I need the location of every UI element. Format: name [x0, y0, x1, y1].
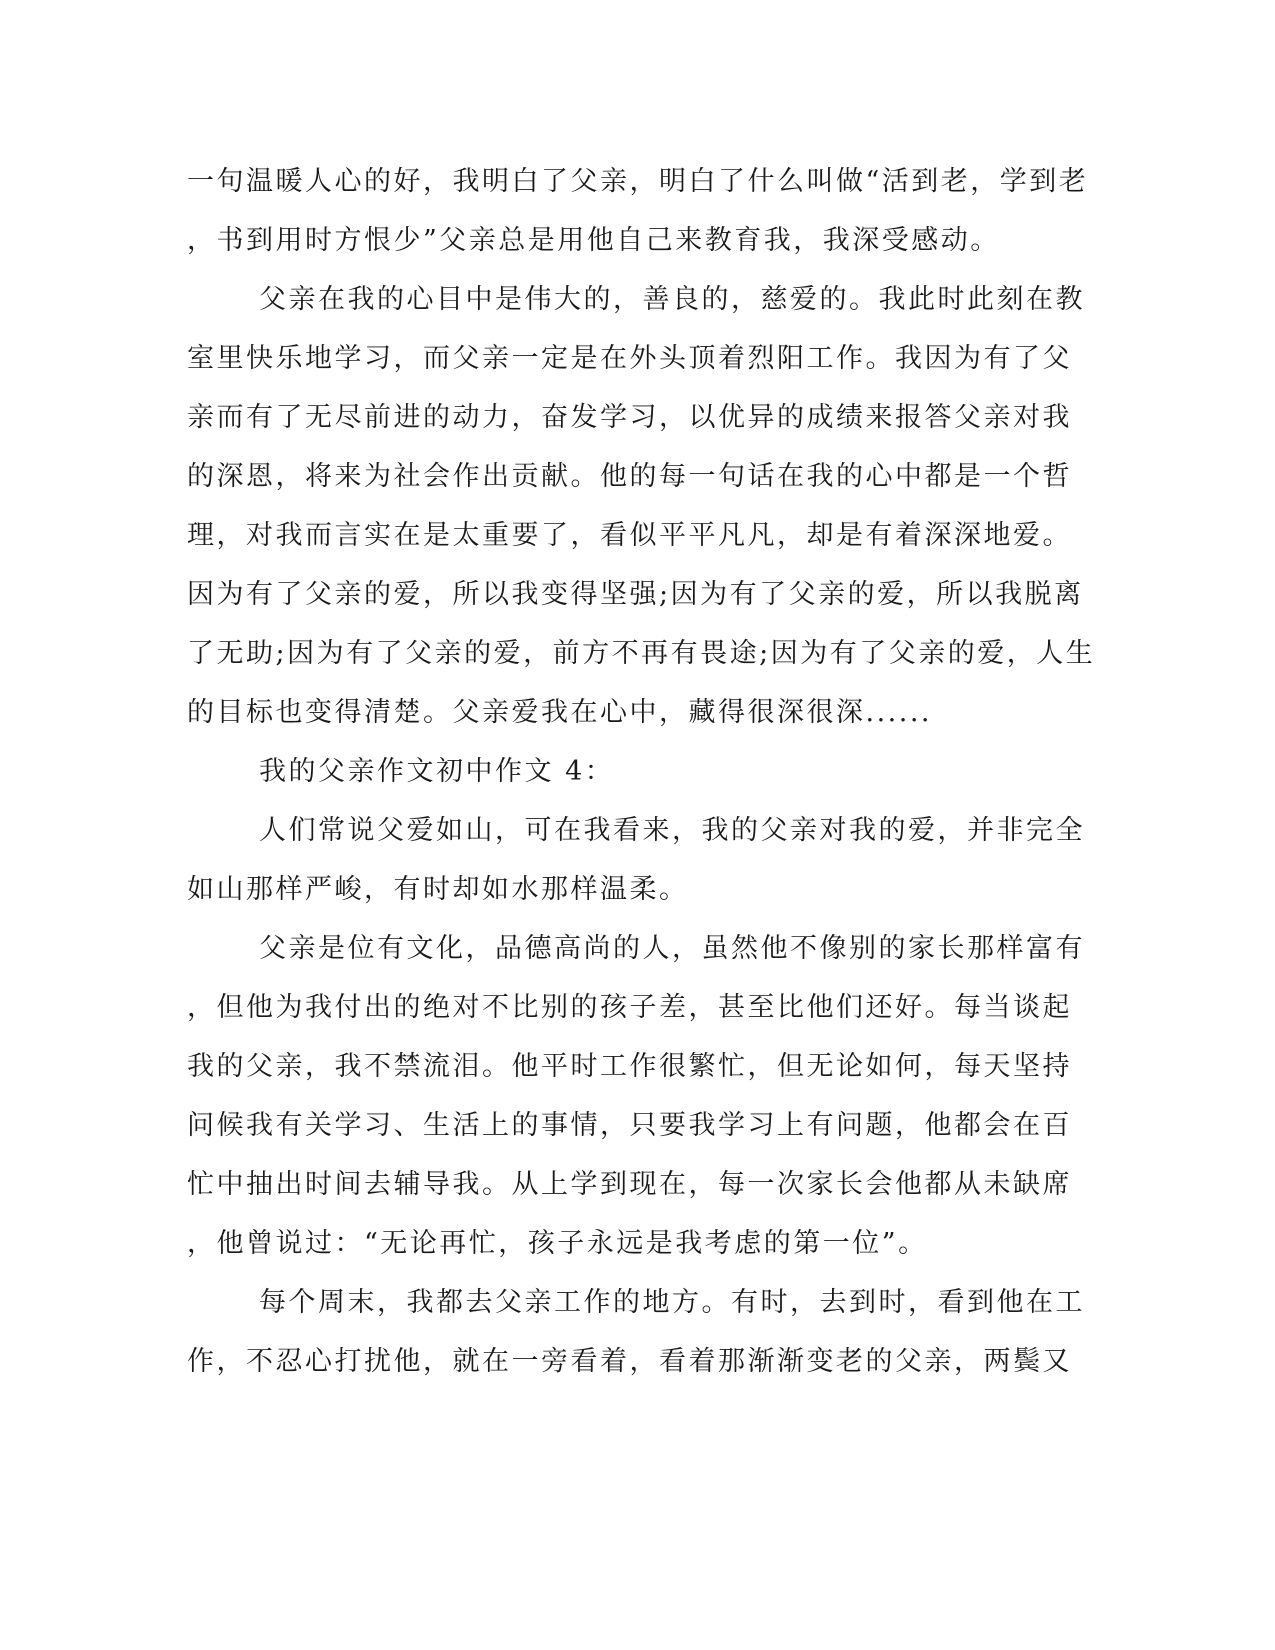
paragraph-start-line: 父亲在我的心目中是伟大的，善良的，慈爱的。我此时此刻在教 — [259, 284, 1085, 315]
text-line: 我的父亲，我不禁流泪。他平时工作很繁忙，但无论如何，每天坚持 — [187, 1051, 1072, 1082]
text-line: 的目标也变得清楚。父亲爱我在心中，藏得很深很深...... — [187, 697, 932, 728]
text-line: 室里快乐地学习，而父亲一定是在外头顶着烈阳工作。我因为有了父 — [187, 343, 1072, 374]
text-line: 的深恩，将来为社会作出贡献。他的每一句话在我的心中都是一个哲 — [187, 461, 1072, 492]
paragraph-start-line: 人们常说父爱如山，可在我看来，我的父亲对我的爱，并非完全 — [259, 815, 1085, 846]
text-line: 问候我有关学习、生活上的事情，只要我学习上有问题，他都会在百 — [187, 1110, 1072, 1141]
text-line: 如山那样严峻，有时却如水那样温柔。 — [187, 874, 689, 905]
text-line: 一句温暖人心的好，我明白了父亲，明白了什么叫做“活到老，学到老 — [187, 166, 1089, 197]
text-line: 忙中抽出时间去辅导我。从上学到现在，每一次家长会他都从未缺席 — [187, 1169, 1072, 1200]
text-line: ，书到用时方恨少”父亲总是用他自己来教育我，我深受感动。 — [187, 225, 1000, 256]
paragraph-start-line: 父亲是位有文化，品德高尚的人，虽然他不像别的家长那样富有 — [259, 933, 1085, 964]
text-line: 了无助;因为有了父亲的爱，前方不再有畏途;因为有了父亲的爱，人生 — [187, 638, 1096, 669]
text-line: 理，对我而言实在是太重要了，看似平平凡凡，却是有着深深地爱。 — [187, 520, 1072, 551]
text-line: 作，不忍心打扰他，就在一旁看着，看着那渐渐变老的父亲，两鬓又 — [187, 1346, 1072, 1377]
text-line: 因为有了父亲的爱，所以我变得坚强;因为有了父亲的爱，所以我脱离 — [187, 579, 1084, 610]
text-line: 亲而有了无尽前进的动力，奋发学习，以优异的成绩来报答父亲对我 — [187, 402, 1072, 433]
section-heading: 我的父亲作文初中作文 4： — [259, 756, 615, 787]
paragraph-start-line: 每个周末，我都去父亲工作的地方。有时，去到时，看到他在工 — [259, 1287, 1085, 1318]
text-line: ，但他为我付出的绝对不比别的孩子差，甚至比他们还好。每当谈起 — [187, 992, 1072, 1023]
text-line: ，他曾说过：“无论再忙，孩子永远是我考虑的第一位”。 — [187, 1228, 928, 1259]
